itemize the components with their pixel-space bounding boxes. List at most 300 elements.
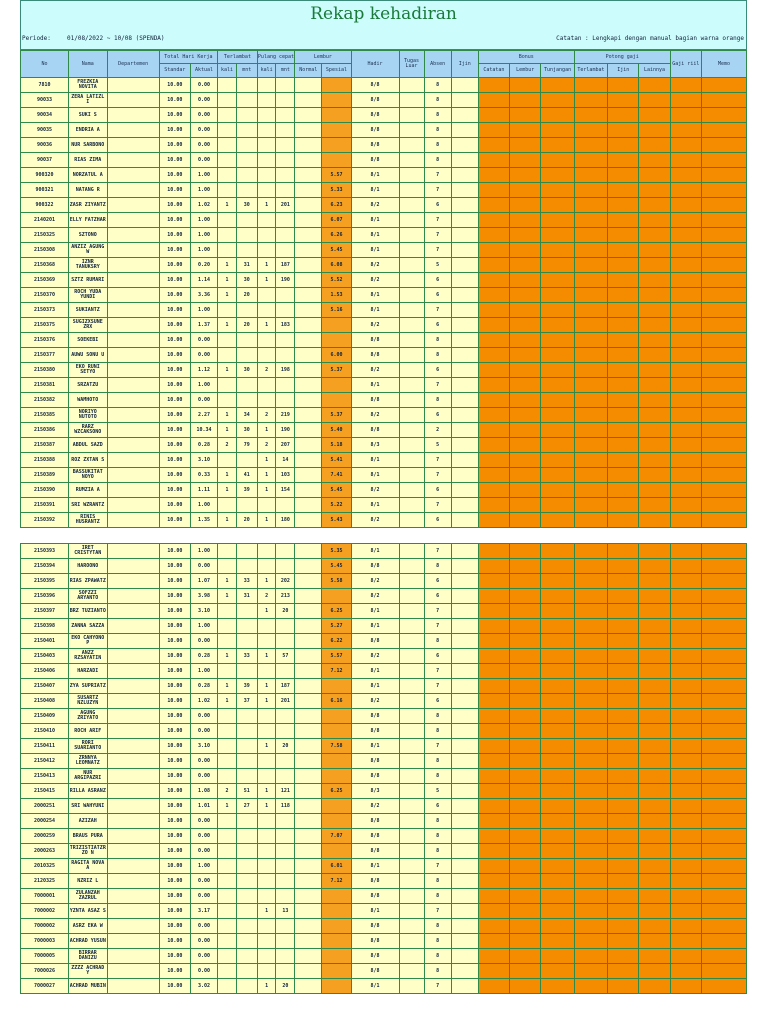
cell-potong-lainnya[interactable] bbox=[639, 468, 670, 483]
cell-potong-ijin[interactable] bbox=[608, 318, 639, 333]
cell-bonus-lembur[interactable] bbox=[510, 814, 541, 829]
cell-bonus-tunjangan[interactable] bbox=[541, 93, 574, 108]
cell-potong-terlambat[interactable] bbox=[574, 949, 607, 964]
cell-bonus-catatan[interactable] bbox=[478, 438, 509, 453]
cell-memo[interactable] bbox=[701, 949, 746, 964]
cell-potong-lainnya[interactable] bbox=[639, 453, 670, 468]
cell-bonus-tunjangan[interactable] bbox=[541, 814, 574, 829]
cell-bonus-lembur[interactable] bbox=[510, 829, 541, 844]
cell-gaji-riil[interactable] bbox=[670, 333, 701, 348]
cell-bonus-tunjangan[interactable] bbox=[541, 228, 574, 243]
cell-potong-terlambat[interactable] bbox=[574, 483, 607, 498]
cell-bonus-catatan[interactable] bbox=[478, 574, 509, 589]
cell-memo[interactable] bbox=[701, 964, 746, 979]
cell-bonus-tunjangan[interactable] bbox=[541, 604, 574, 619]
cell-bonus-catatan[interactable] bbox=[478, 288, 509, 303]
cell-bonus-lembur[interactable] bbox=[510, 649, 541, 664]
cell-memo[interactable] bbox=[701, 769, 746, 784]
cell-memo[interactable] bbox=[701, 78, 746, 93]
cell-bonus-catatan[interactable] bbox=[478, 498, 509, 513]
cell-potong-terlambat[interactable] bbox=[574, 153, 607, 168]
cell-bonus-tunjangan[interactable] bbox=[541, 934, 574, 949]
cell-bonus-tunjangan[interactable] bbox=[541, 799, 574, 814]
cell-gaji-riil[interactable] bbox=[670, 949, 701, 964]
cell-potong-terlambat[interactable] bbox=[574, 333, 607, 348]
cell-gaji-riil[interactable] bbox=[670, 739, 701, 754]
cell-gaji-riil[interactable] bbox=[670, 318, 701, 333]
cell-memo[interactable] bbox=[701, 348, 746, 363]
cell-potong-lainnya[interactable] bbox=[639, 829, 670, 844]
cell-potong-terlambat[interactable] bbox=[574, 93, 607, 108]
cell-bonus-tunjangan[interactable] bbox=[541, 303, 574, 318]
cell-bonus-lembur[interactable] bbox=[510, 574, 541, 589]
cell-bonus-lembur[interactable] bbox=[510, 213, 541, 228]
col-bonus[interactable]: Bonus bbox=[478, 51, 574, 64]
cell-potong-ijin[interactable] bbox=[608, 78, 639, 93]
cell-gaji-riil[interactable] bbox=[670, 679, 701, 694]
cell-bonus-lembur[interactable] bbox=[510, 258, 541, 273]
cell-bonus-tunjangan[interactable] bbox=[541, 108, 574, 123]
cell-bonus-tunjangan[interactable] bbox=[541, 919, 574, 934]
cell-bonus-catatan[interactable] bbox=[478, 198, 509, 213]
cell-gaji-riil[interactable] bbox=[670, 664, 701, 679]
cell-potong-ijin[interactable] bbox=[608, 544, 639, 559]
cell-potong-ijin[interactable] bbox=[608, 333, 639, 348]
cell-potong-ijin[interactable] bbox=[608, 228, 639, 243]
cell-potong-ijin[interactable] bbox=[608, 829, 639, 844]
cell-potong-lainnya[interactable] bbox=[639, 273, 670, 288]
cell-bonus-catatan[interactable] bbox=[478, 318, 509, 333]
cell-bonus-catatan[interactable] bbox=[478, 634, 509, 649]
cell-bonus-catatan[interactable] bbox=[478, 844, 509, 859]
cell-potong-terlambat[interactable] bbox=[574, 739, 607, 754]
cell-potong-lainnya[interactable] bbox=[639, 513, 670, 528]
cell-bonus-catatan[interactable] bbox=[478, 604, 509, 619]
cell-gaji-riil[interactable] bbox=[670, 498, 701, 513]
cell-potong-ijin[interactable] bbox=[608, 513, 639, 528]
cell-memo[interactable] bbox=[701, 754, 746, 769]
cell-potong-ijin[interactable] bbox=[608, 859, 639, 874]
cell-bonus-lembur[interactable] bbox=[510, 844, 541, 859]
cell-potong-lainnya[interactable] bbox=[639, 438, 670, 453]
cell-bonus-catatan[interactable] bbox=[478, 393, 509, 408]
cell-gaji-riil[interactable] bbox=[670, 634, 701, 649]
cell-bonus-lembur[interactable] bbox=[510, 483, 541, 498]
col-potong-gaji[interactable]: Potong gaji bbox=[574, 51, 670, 64]
cell-memo[interactable] bbox=[701, 453, 746, 468]
cell-potong-terlambat[interactable] bbox=[574, 273, 607, 288]
cell-bonus-catatan[interactable] bbox=[478, 949, 509, 964]
cell-potong-terlambat[interactable] bbox=[574, 138, 607, 153]
cell-potong-ijin[interactable] bbox=[608, 784, 639, 799]
cell-gaji-riil[interactable] bbox=[670, 859, 701, 874]
cell-bonus-lembur[interactable] bbox=[510, 559, 541, 574]
cell-gaji-riil[interactable] bbox=[670, 378, 701, 393]
cell-potong-ijin[interactable] bbox=[608, 664, 639, 679]
cell-memo[interactable] bbox=[701, 123, 746, 138]
cell-bonus-lembur[interactable] bbox=[510, 904, 541, 919]
cell-potong-ijin[interactable] bbox=[608, 679, 639, 694]
cell-potong-lainnya[interactable] bbox=[639, 544, 670, 559]
cell-memo[interactable] bbox=[701, 814, 746, 829]
cell-gaji-riil[interactable] bbox=[670, 393, 701, 408]
cell-potong-lainnya[interactable] bbox=[639, 393, 670, 408]
cell-potong-terlambat[interactable] bbox=[574, 919, 607, 934]
cell-potong-lainnya[interactable] bbox=[639, 859, 670, 874]
cell-bonus-tunjangan[interactable] bbox=[541, 378, 574, 393]
cell-gaji-riil[interactable] bbox=[670, 559, 701, 574]
cell-gaji-riil[interactable] bbox=[670, 228, 701, 243]
cell-potong-terlambat[interactable] bbox=[574, 589, 607, 604]
cell-potong-lainnya[interactable] bbox=[639, 483, 670, 498]
cell-bonus-lembur[interactable] bbox=[510, 378, 541, 393]
cell-potong-lainnya[interactable] bbox=[639, 559, 670, 574]
cell-bonus-tunjangan[interactable] bbox=[541, 78, 574, 93]
cell-bonus-catatan[interactable] bbox=[478, 784, 509, 799]
cell-potong-ijin[interactable] bbox=[608, 138, 639, 153]
cell-memo[interactable] bbox=[701, 934, 746, 949]
cell-potong-terlambat[interactable] bbox=[574, 619, 607, 634]
cell-potong-ijin[interactable] bbox=[608, 574, 639, 589]
cell-bonus-tunjangan[interactable] bbox=[541, 198, 574, 213]
cell-memo[interactable] bbox=[701, 243, 746, 258]
cell-bonus-lembur[interactable] bbox=[510, 198, 541, 213]
cell-bonus-tunjangan[interactable] bbox=[541, 904, 574, 919]
col-potong-ijin[interactable]: Ijin bbox=[608, 64, 639, 78]
cell-bonus-catatan[interactable] bbox=[478, 544, 509, 559]
cell-potong-ijin[interactable] bbox=[608, 709, 639, 724]
cell-bonus-lembur[interactable] bbox=[510, 318, 541, 333]
cell-potong-ijin[interactable] bbox=[608, 589, 639, 604]
cell-potong-ijin[interactable] bbox=[608, 213, 639, 228]
col-pulang-kali[interactable]: kali bbox=[257, 64, 276, 78]
cell-bonus-lembur[interactable] bbox=[510, 919, 541, 934]
col-lembur[interactable]: Lembur bbox=[295, 51, 351, 64]
cell-memo[interactable] bbox=[701, 168, 746, 183]
cell-memo[interactable] bbox=[701, 228, 746, 243]
cell-potong-lainnya[interactable] bbox=[639, 228, 670, 243]
cell-potong-ijin[interactable] bbox=[608, 799, 639, 814]
cell-memo[interactable] bbox=[701, 844, 746, 859]
cell-gaji-riil[interactable] bbox=[670, 784, 701, 799]
cell-gaji-riil[interactable] bbox=[670, 453, 701, 468]
col-total-hari-kerja[interactable]: Total Hari Kerja bbox=[159, 51, 217, 64]
cell-potong-ijin[interactable] bbox=[608, 468, 639, 483]
col-pulang-mnt[interactable]: mnt bbox=[276, 64, 295, 78]
cell-potong-lainnya[interactable] bbox=[639, 423, 670, 438]
cell-bonus-lembur[interactable] bbox=[510, 348, 541, 363]
cell-potong-ijin[interactable] bbox=[608, 93, 639, 108]
cell-potong-lainnya[interactable] bbox=[639, 123, 670, 138]
cell-potong-ijin[interactable] bbox=[608, 964, 639, 979]
col-potong-lainnya[interactable]: Lainnya bbox=[639, 64, 670, 78]
cell-gaji-riil[interactable] bbox=[670, 889, 701, 904]
cell-memo[interactable] bbox=[701, 423, 746, 438]
cell-bonus-lembur[interactable] bbox=[510, 739, 541, 754]
cell-potong-terlambat[interactable] bbox=[574, 679, 607, 694]
cell-gaji-riil[interactable] bbox=[670, 363, 701, 378]
cell-potong-terlambat[interactable] bbox=[574, 859, 607, 874]
cell-gaji-riil[interactable] bbox=[670, 288, 701, 303]
cell-potong-terlambat[interactable] bbox=[574, 363, 607, 378]
cell-bonus-tunjangan[interactable] bbox=[541, 949, 574, 964]
cell-potong-lainnya[interactable] bbox=[639, 498, 670, 513]
cell-gaji-riil[interactable] bbox=[670, 979, 701, 994]
cell-memo[interactable] bbox=[701, 634, 746, 649]
cell-bonus-lembur[interactable] bbox=[510, 589, 541, 604]
cell-bonus-lembur[interactable] bbox=[510, 333, 541, 348]
cell-potong-terlambat[interactable] bbox=[574, 168, 607, 183]
cell-memo[interactable] bbox=[701, 904, 746, 919]
cell-gaji-riil[interactable] bbox=[670, 93, 701, 108]
cell-bonus-catatan[interactable] bbox=[478, 228, 509, 243]
cell-potong-lainnya[interactable] bbox=[639, 378, 670, 393]
cell-gaji-riil[interactable] bbox=[670, 934, 701, 949]
cell-potong-terlambat[interactable] bbox=[574, 844, 607, 859]
cell-bonus-lembur[interactable] bbox=[510, 544, 541, 559]
cell-potong-terlambat[interactable] bbox=[574, 934, 607, 949]
col-ijin[interactable]: Ijin bbox=[451, 51, 478, 78]
cell-bonus-tunjangan[interactable] bbox=[541, 634, 574, 649]
cell-potong-terlambat[interactable] bbox=[574, 303, 607, 318]
cell-potong-ijin[interactable] bbox=[608, 844, 639, 859]
cell-potong-terlambat[interactable] bbox=[574, 468, 607, 483]
cell-potong-terlambat[interactable] bbox=[574, 799, 607, 814]
cell-potong-terlambat[interactable] bbox=[574, 318, 607, 333]
cell-potong-ijin[interactable] bbox=[608, 348, 639, 363]
cell-bonus-tunjangan[interactable] bbox=[541, 288, 574, 303]
cell-bonus-tunjangan[interactable] bbox=[541, 889, 574, 904]
cell-potong-lainnya[interactable] bbox=[639, 649, 670, 664]
cell-bonus-tunjangan[interactable] bbox=[541, 784, 574, 799]
cell-potong-lainnya[interactable] bbox=[639, 303, 670, 318]
cell-bonus-lembur[interactable] bbox=[510, 108, 541, 123]
cell-potong-lainnya[interactable] bbox=[639, 634, 670, 649]
cell-memo[interactable] bbox=[701, 784, 746, 799]
cell-potong-terlambat[interactable] bbox=[574, 108, 607, 123]
cell-potong-ijin[interactable] bbox=[608, 769, 639, 784]
cell-memo[interactable] bbox=[701, 288, 746, 303]
cell-potong-lainnya[interactable] bbox=[639, 979, 670, 994]
cell-potong-lainnya[interactable] bbox=[639, 168, 670, 183]
cell-bonus-lembur[interactable] bbox=[510, 874, 541, 889]
cell-bonus-catatan[interactable] bbox=[478, 769, 509, 784]
cell-bonus-tunjangan[interactable] bbox=[541, 619, 574, 634]
cell-bonus-catatan[interactable] bbox=[478, 138, 509, 153]
cell-bonus-lembur[interactable] bbox=[510, 78, 541, 93]
cell-potong-terlambat[interactable] bbox=[574, 183, 607, 198]
cell-potong-terlambat[interactable] bbox=[574, 964, 607, 979]
cell-memo[interactable] bbox=[701, 93, 746, 108]
cell-bonus-catatan[interactable] bbox=[478, 453, 509, 468]
cell-bonus-catatan[interactable] bbox=[478, 363, 509, 378]
cell-potong-lainnya[interactable] bbox=[639, 754, 670, 769]
cell-potong-lainnya[interactable] bbox=[639, 814, 670, 829]
cell-potong-lainnya[interactable] bbox=[639, 574, 670, 589]
cell-potong-lainnya[interactable] bbox=[639, 363, 670, 378]
cell-memo[interactable] bbox=[701, 333, 746, 348]
cell-potong-ijin[interactable] bbox=[608, 559, 639, 574]
cell-bonus-lembur[interactable] bbox=[510, 964, 541, 979]
cell-potong-terlambat[interactable] bbox=[574, 408, 607, 423]
cell-memo[interactable] bbox=[701, 108, 746, 123]
cell-bonus-tunjangan[interactable] bbox=[541, 438, 574, 453]
cell-bonus-catatan[interactable] bbox=[478, 123, 509, 138]
cell-bonus-catatan[interactable] bbox=[478, 483, 509, 498]
cell-bonus-lembur[interactable] bbox=[510, 93, 541, 108]
cell-bonus-catatan[interactable] bbox=[478, 423, 509, 438]
cell-bonus-tunjangan[interactable] bbox=[541, 559, 574, 574]
cell-memo[interactable] bbox=[701, 258, 746, 273]
cell-potong-terlambat[interactable] bbox=[574, 544, 607, 559]
cell-bonus-tunjangan[interactable] bbox=[541, 453, 574, 468]
cell-potong-terlambat[interactable] bbox=[574, 78, 607, 93]
cell-memo[interactable] bbox=[701, 874, 746, 889]
cell-memo[interactable] bbox=[701, 724, 746, 739]
col-gaji-riil[interactable]: Gaji riil bbox=[670, 51, 701, 78]
cell-potong-terlambat[interactable] bbox=[574, 889, 607, 904]
cell-memo[interactable] bbox=[701, 979, 746, 994]
cell-potong-ijin[interactable] bbox=[608, 604, 639, 619]
cell-potong-terlambat[interactable] bbox=[574, 378, 607, 393]
cell-bonus-tunjangan[interactable] bbox=[541, 423, 574, 438]
cell-bonus-catatan[interactable] bbox=[478, 168, 509, 183]
col-lembur-spesial[interactable]: Spesial bbox=[322, 64, 351, 78]
cell-bonus-tunjangan[interactable] bbox=[541, 574, 574, 589]
cell-bonus-lembur[interactable] bbox=[510, 288, 541, 303]
cell-potong-terlambat[interactable] bbox=[574, 348, 607, 363]
cell-bonus-tunjangan[interactable] bbox=[541, 754, 574, 769]
cell-potong-lainnya[interactable] bbox=[639, 333, 670, 348]
cell-memo[interactable] bbox=[701, 889, 746, 904]
cell-gaji-riil[interactable] bbox=[670, 649, 701, 664]
cell-potong-terlambat[interactable] bbox=[574, 754, 607, 769]
cell-bonus-catatan[interactable] bbox=[478, 619, 509, 634]
cell-bonus-tunjangan[interactable] bbox=[541, 874, 574, 889]
cell-memo[interactable] bbox=[701, 619, 746, 634]
cell-bonus-tunjangan[interactable] bbox=[541, 138, 574, 153]
cell-bonus-tunjangan[interactable] bbox=[541, 408, 574, 423]
cell-potong-terlambat[interactable] bbox=[574, 904, 607, 919]
cell-bonus-tunjangan[interactable] bbox=[541, 318, 574, 333]
cell-potong-lainnya[interactable] bbox=[639, 769, 670, 784]
cell-memo[interactable] bbox=[701, 363, 746, 378]
cell-bonus-catatan[interactable] bbox=[478, 303, 509, 318]
cell-bonus-lembur[interactable] bbox=[510, 634, 541, 649]
cell-bonus-lembur[interactable] bbox=[510, 363, 541, 378]
cell-gaji-riil[interactable] bbox=[670, 829, 701, 844]
cell-memo[interactable] bbox=[701, 213, 746, 228]
cell-bonus-tunjangan[interactable] bbox=[541, 844, 574, 859]
cell-gaji-riil[interactable] bbox=[670, 694, 701, 709]
cell-potong-terlambat[interactable] bbox=[574, 664, 607, 679]
cell-memo[interactable] bbox=[701, 574, 746, 589]
cell-bonus-catatan[interactable] bbox=[478, 183, 509, 198]
cell-gaji-riil[interactable] bbox=[670, 348, 701, 363]
cell-memo[interactable] bbox=[701, 829, 746, 844]
cell-bonus-tunjangan[interactable] bbox=[541, 483, 574, 498]
cell-bonus-lembur[interactable] bbox=[510, 273, 541, 288]
col-bonus-catatan[interactable]: Catatan bbox=[478, 64, 509, 78]
cell-potong-lainnya[interactable] bbox=[639, 964, 670, 979]
cell-gaji-riil[interactable] bbox=[670, 78, 701, 93]
cell-potong-ijin[interactable] bbox=[608, 919, 639, 934]
cell-potong-lainnya[interactable] bbox=[639, 934, 670, 949]
cell-memo[interactable] bbox=[701, 378, 746, 393]
cell-bonus-lembur[interactable] bbox=[510, 889, 541, 904]
col-absen[interactable]: Absen bbox=[424, 51, 451, 78]
cell-bonus-lembur[interactable] bbox=[510, 664, 541, 679]
cell-potong-lainnya[interactable] bbox=[639, 604, 670, 619]
cell-bonus-catatan[interactable] bbox=[478, 589, 509, 604]
cell-bonus-tunjangan[interactable] bbox=[541, 183, 574, 198]
cell-potong-ijin[interactable] bbox=[608, 904, 639, 919]
cell-potong-terlambat[interactable] bbox=[574, 438, 607, 453]
cell-bonus-tunjangan[interactable] bbox=[541, 123, 574, 138]
cell-bonus-lembur[interactable] bbox=[510, 619, 541, 634]
cell-memo[interactable] bbox=[701, 859, 746, 874]
cell-bonus-tunjangan[interactable] bbox=[541, 829, 574, 844]
cell-bonus-tunjangan[interactable] bbox=[541, 213, 574, 228]
cell-gaji-riil[interactable] bbox=[670, 709, 701, 724]
cell-gaji-riil[interactable] bbox=[670, 874, 701, 889]
cell-bonus-lembur[interactable] bbox=[510, 513, 541, 528]
cell-potong-ijin[interactable] bbox=[608, 649, 639, 664]
cell-bonus-lembur[interactable] bbox=[510, 784, 541, 799]
cell-potong-lainnya[interactable] bbox=[639, 408, 670, 423]
cell-potong-terlambat[interactable] bbox=[574, 198, 607, 213]
cell-potong-lainnya[interactable] bbox=[639, 243, 670, 258]
cell-potong-ijin[interactable] bbox=[608, 273, 639, 288]
cell-potong-lainnya[interactable] bbox=[639, 318, 670, 333]
cell-bonus-lembur[interactable] bbox=[510, 949, 541, 964]
cell-gaji-riil[interactable] bbox=[670, 769, 701, 784]
cell-bonus-lembur[interactable] bbox=[510, 498, 541, 513]
cell-bonus-catatan[interactable] bbox=[478, 153, 509, 168]
cell-memo[interactable] bbox=[701, 799, 746, 814]
cell-bonus-tunjangan[interactable] bbox=[541, 243, 574, 258]
cell-bonus-catatan[interactable] bbox=[478, 513, 509, 528]
cell-potong-lainnya[interactable] bbox=[639, 198, 670, 213]
cell-memo[interactable] bbox=[701, 483, 746, 498]
cell-memo[interactable] bbox=[701, 544, 746, 559]
cell-potong-ijin[interactable] bbox=[608, 303, 639, 318]
cell-potong-terlambat[interactable] bbox=[574, 559, 607, 574]
cell-bonus-catatan[interactable] bbox=[478, 78, 509, 93]
cell-bonus-catatan[interactable] bbox=[478, 889, 509, 904]
cell-memo[interactable] bbox=[701, 589, 746, 604]
cell-memo[interactable] bbox=[701, 468, 746, 483]
cell-gaji-riil[interactable] bbox=[670, 919, 701, 934]
cell-potong-ijin[interactable] bbox=[608, 123, 639, 138]
cell-bonus-catatan[interactable] bbox=[478, 694, 509, 709]
cell-memo[interactable] bbox=[701, 664, 746, 679]
cell-bonus-catatan[interactable] bbox=[478, 874, 509, 889]
cell-potong-lainnya[interactable] bbox=[639, 904, 670, 919]
cell-potong-terlambat[interactable] bbox=[574, 784, 607, 799]
cell-potong-ijin[interactable] bbox=[608, 453, 639, 468]
cell-bonus-lembur[interactable] bbox=[510, 859, 541, 874]
cell-bonus-tunjangan[interactable] bbox=[541, 498, 574, 513]
cell-potong-ijin[interactable] bbox=[608, 498, 639, 513]
cell-potong-ijin[interactable] bbox=[608, 198, 639, 213]
cell-bonus-lembur[interactable] bbox=[510, 754, 541, 769]
cell-memo[interactable] bbox=[701, 604, 746, 619]
cell-potong-ijin[interactable] bbox=[608, 814, 639, 829]
cell-gaji-riil[interactable] bbox=[670, 243, 701, 258]
cell-potong-lainnya[interactable] bbox=[639, 183, 670, 198]
cell-bonus-catatan[interactable] bbox=[478, 333, 509, 348]
